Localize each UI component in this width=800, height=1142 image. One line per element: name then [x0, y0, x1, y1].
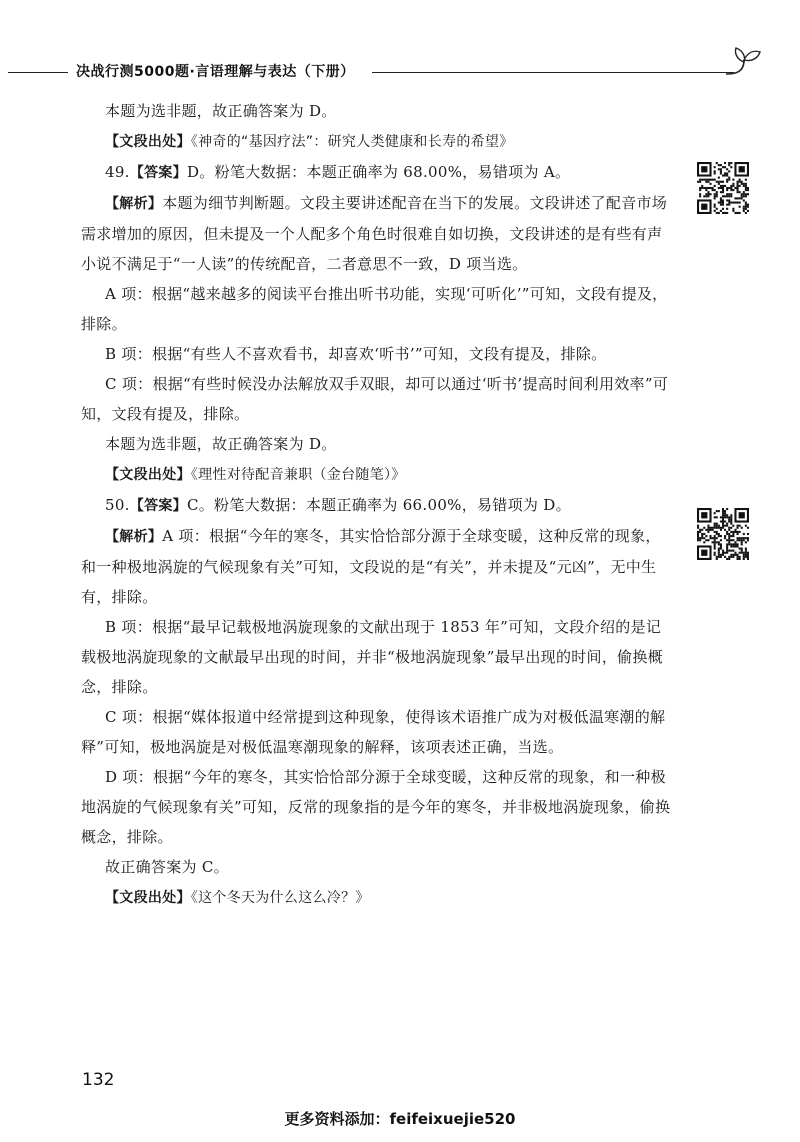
question-number: 50.: [105, 496, 130, 514]
sprout-icon: [722, 38, 762, 84]
source-line: [81, 126, 671, 157]
source-title: 《这个冬天为什么这么冷？》: [190, 890, 370, 906]
source-line: [81, 882, 671, 913]
qr-code-icon[interactable]: [697, 508, 749, 560]
answer-tag: 【答案】: [129, 498, 187, 514]
paragraph: 故正确答案为 C。: [105, 858, 229, 876]
page-number: 132: [82, 1070, 115, 1090]
answer-tag: 【答案】: [129, 165, 187, 181]
header-rule-left: [8, 72, 68, 73]
answer-line-50: [81, 490, 671, 521]
answer-explanations: [81, 96, 671, 913]
option-c-analysis: C 项：根据“有些时候没办法解放双手双眼，却可以通过‘听书’提高时间利用效率”可知，文段有提及，排除。: [81, 375, 669, 423]
source-line: [81, 459, 671, 490]
option-a-analysis: A 项：根据“越来越多的阅读平台推出听书功能，实现‘可听化’”可知，文段有提及，排除。: [81, 285, 668, 333]
source-tag: 【文段出处】: [105, 467, 191, 483]
source-tag: 【文段出处】: [105, 890, 191, 906]
paragraph: 本题为选非题，故正确答案为 D。: [105, 435, 337, 453]
paragraph: 本题为选非题，故正确答案为 D。: [105, 102, 337, 120]
source-title: 《理性对待配音兼职（金台随笔）》: [190, 467, 406, 483]
option-b-analysis: B 项：根据“有些人不喜欢看书，却喜欢‘听书’”可知，文段有提及，排除。: [105, 345, 607, 363]
option-c-analysis: C 项：根据“媒体报道中经常提到这种现象，使得该术语推广成为对极低温寒潮的解释”可知，极地涡旋是对极低温寒潮现象的解释，该项表述正确，当选。: [81, 708, 666, 756]
analysis-tag: 【解析】: [105, 196, 163, 212]
analysis-paragraph: [81, 521, 671, 612]
answer-text: D。粉笔大数据：本题正确率为 68.00%，易错项为 A。: [186, 163, 571, 181]
source-title: 《神奇的“基因疗法”：研究人类健康和长寿的希望》: [190, 134, 514, 150]
header-rule-right: [372, 72, 734, 73]
book-title: 决战行测5000题·言语理解与表达（下册）: [76, 64, 355, 80]
footer-note: 更多资料添加：feifeixuejie520: [284, 1110, 516, 1128]
qr-code-icon[interactable]: [697, 162, 749, 214]
analysis-text: 本题为细节判断题。文段主要讲述配音在当下的发展。文段讲述了配音市场需求增加的原因，但未提及一个人配多个角色时很难自如切换，文段讲述的是有些有声小说不满足于“一人读”的传统配音，二者意思不一致，D 项当选。: [81, 194, 668, 273]
option-b-analysis: B 项：根据“最早记载极地涡旋现象的文献出现于 1853 年”可知，文段介绍的是记载极地涡旋现象的文献最早出现的时间，并非“极地涡旋现象”最早出现的时间，偷换概念，排除。: [81, 618, 664, 696]
analysis-tag: 【解析】: [105, 529, 163, 545]
option-d-analysis: D 项：根据“今年的寒冬，其实恰恰部分源于全球变暖，这种反常的现象，和一种极地涡旋的气候现象有关”可知，反常的现象指的是今年的寒冬，并非极地涡旋现象，偷换概念，排除。: [81, 768, 671, 846]
analysis-paragraph: [81, 188, 671, 279]
answer-line-49: [81, 157, 671, 188]
running-header: [0, 56, 800, 86]
source-tag: 【文段出处】: [105, 134, 191, 150]
analysis-text: A 项：根据“今年的寒冬，其实恰恰部分源于全球变暖，这种反常的现象，和一种极地涡旋的气候现象有关”可知，文段说的是“有关”，并未提及“元凶”，无中生有，排除。: [81, 527, 661, 606]
answer-text: C。粉笔大数据：本题正确率为 66.00%，易错项为 D。: [186, 496, 571, 514]
question-number: 49.: [105, 163, 130, 181]
